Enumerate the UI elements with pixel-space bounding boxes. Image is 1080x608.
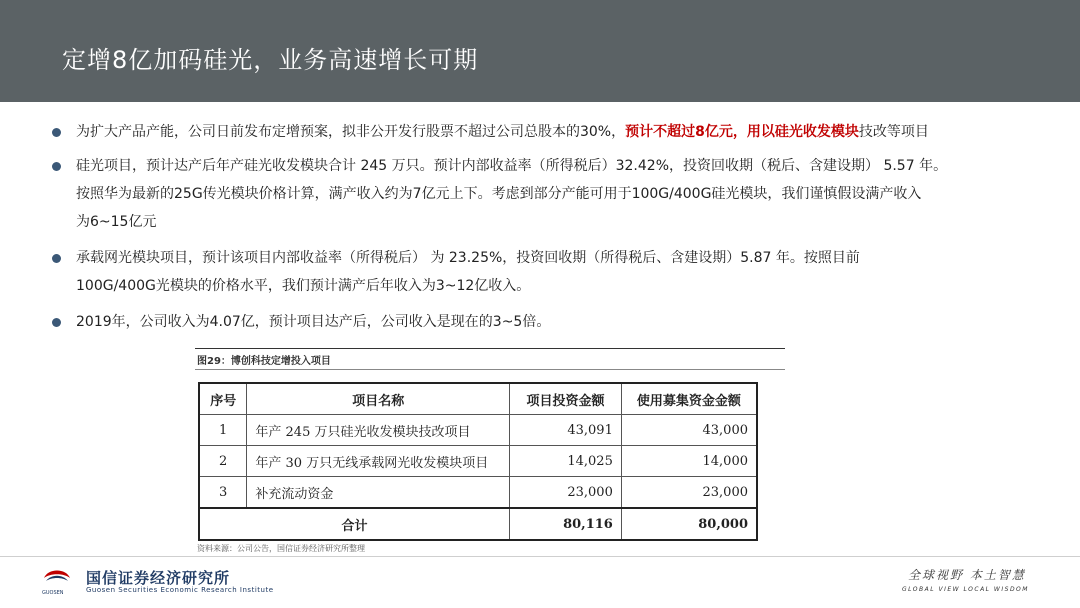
cell-total-label: 合计	[199, 508, 510, 540]
col-header-name: 项目名称	[247, 383, 510, 415]
bullet-line: 承载网光模块项目，预计该项目内部收益率（所得税后） 为 23.25%，投资回收期（所得税后、含建设期）5.87 年。按照目前	[76, 250, 860, 266]
figure-caption: 图29：博创科技定增投入项目	[197, 356, 331, 367]
cell-raised: 43,000	[621, 415, 757, 446]
bullet-text: 为扩大产品产能，公司日前发布定增预案，拟非公开发行股票不超过公司总股本的30%，	[76, 124, 626, 140]
bullet-item	[48, 152, 947, 236]
bullet-line: 按照华为最新的25G传光模块价格计算，满产收入约为7亿元上下。考虑到部分产能可用于100G/400G硅光模块，我们谨慎假设满产收入	[76, 186, 922, 202]
cell-raised: 23,000	[621, 477, 757, 509]
col-header-raised: 使用募集资金金额	[621, 383, 757, 415]
bullet-text-tail: 技改等项目	[858, 124, 929, 140]
page-title: 定增8亿加码硅光，业务高速增长可期	[62, 46, 479, 74]
cell-total-raised: 80,000	[621, 508, 757, 540]
cell-invest: 43,091	[510, 415, 622, 446]
slogan-en: GLOBAL VIEW LOCAL WISDOM	[902, 586, 1029, 593]
investment-table	[198, 382, 758, 541]
bullet-line: 为6~15亿元	[76, 214, 157, 230]
cell-index: 1	[199, 415, 247, 446]
bullet-line: 100G/400G光模块的价格水平，我们预计满产后年收入为3~12亿收入。	[76, 278, 531, 294]
cell-invest: 23,000	[510, 477, 622, 509]
table-header-row	[199, 383, 757, 415]
cell-raised: 14,000	[621, 446, 757, 477]
logo-small-text: GUOSEN	[42, 590, 64, 596]
table-total-row	[199, 508, 757, 540]
cell-index: 3	[199, 477, 247, 509]
bullet-dot-icon	[52, 162, 61, 171]
footer-divider	[0, 556, 1080, 557]
col-header-index: 序号	[199, 383, 247, 415]
bullet-line: 硅光项目，预计达产后年产硅光收发模块合计 245 万只。预计内部收益率（所得税后）32.42%，投资回收期（税后、含建设期） 5.57 年。	[76, 158, 948, 174]
logo-name: 国信证券经济研究所	[86, 569, 231, 587]
cell-name: 年产 30 万只无线承载网光收发模块项目	[247, 446, 510, 477]
col-header-invest: 项目投资金额	[510, 383, 622, 415]
bullet-item	[48, 308, 550, 336]
cell-index: 2	[199, 446, 247, 477]
cell-name: 补充流动资金	[247, 477, 510, 509]
header-bar	[0, 0, 1080, 102]
table-row	[199, 477, 757, 509]
bullet-dot-icon	[52, 318, 61, 327]
figure-source: 资料来源：公司公告，国信证券经济研究所整理	[197, 544, 365, 553]
bullet-dot-icon	[52, 254, 61, 263]
cell-total-invest: 80,116	[510, 508, 622, 540]
cell-invest: 14,025	[510, 446, 622, 477]
bullet-text: 2019年，公司收入为4.07亿，预计项目达产后，公司收入是现在的3~5倍。	[76, 314, 551, 330]
cell-name: 年产 245 万只硅光收发模块技改项目	[247, 415, 510, 446]
bullet-dot-icon	[52, 128, 61, 137]
bullet-item	[48, 244, 860, 300]
logo-name-en: Guosen Securities Economic Research Institute	[86, 586, 274, 594]
slogan: 全球视野 本土智慧	[908, 568, 1026, 582]
guosen-logo-icon	[42, 566, 72, 588]
table-row	[199, 415, 757, 446]
bullet-item	[48, 118, 929, 146]
figure-caption-bar	[195, 348, 785, 370]
bullet-highlight: 预计不超过8亿元，用以硅光收发模块	[625, 124, 859, 140]
table-row	[199, 446, 757, 477]
